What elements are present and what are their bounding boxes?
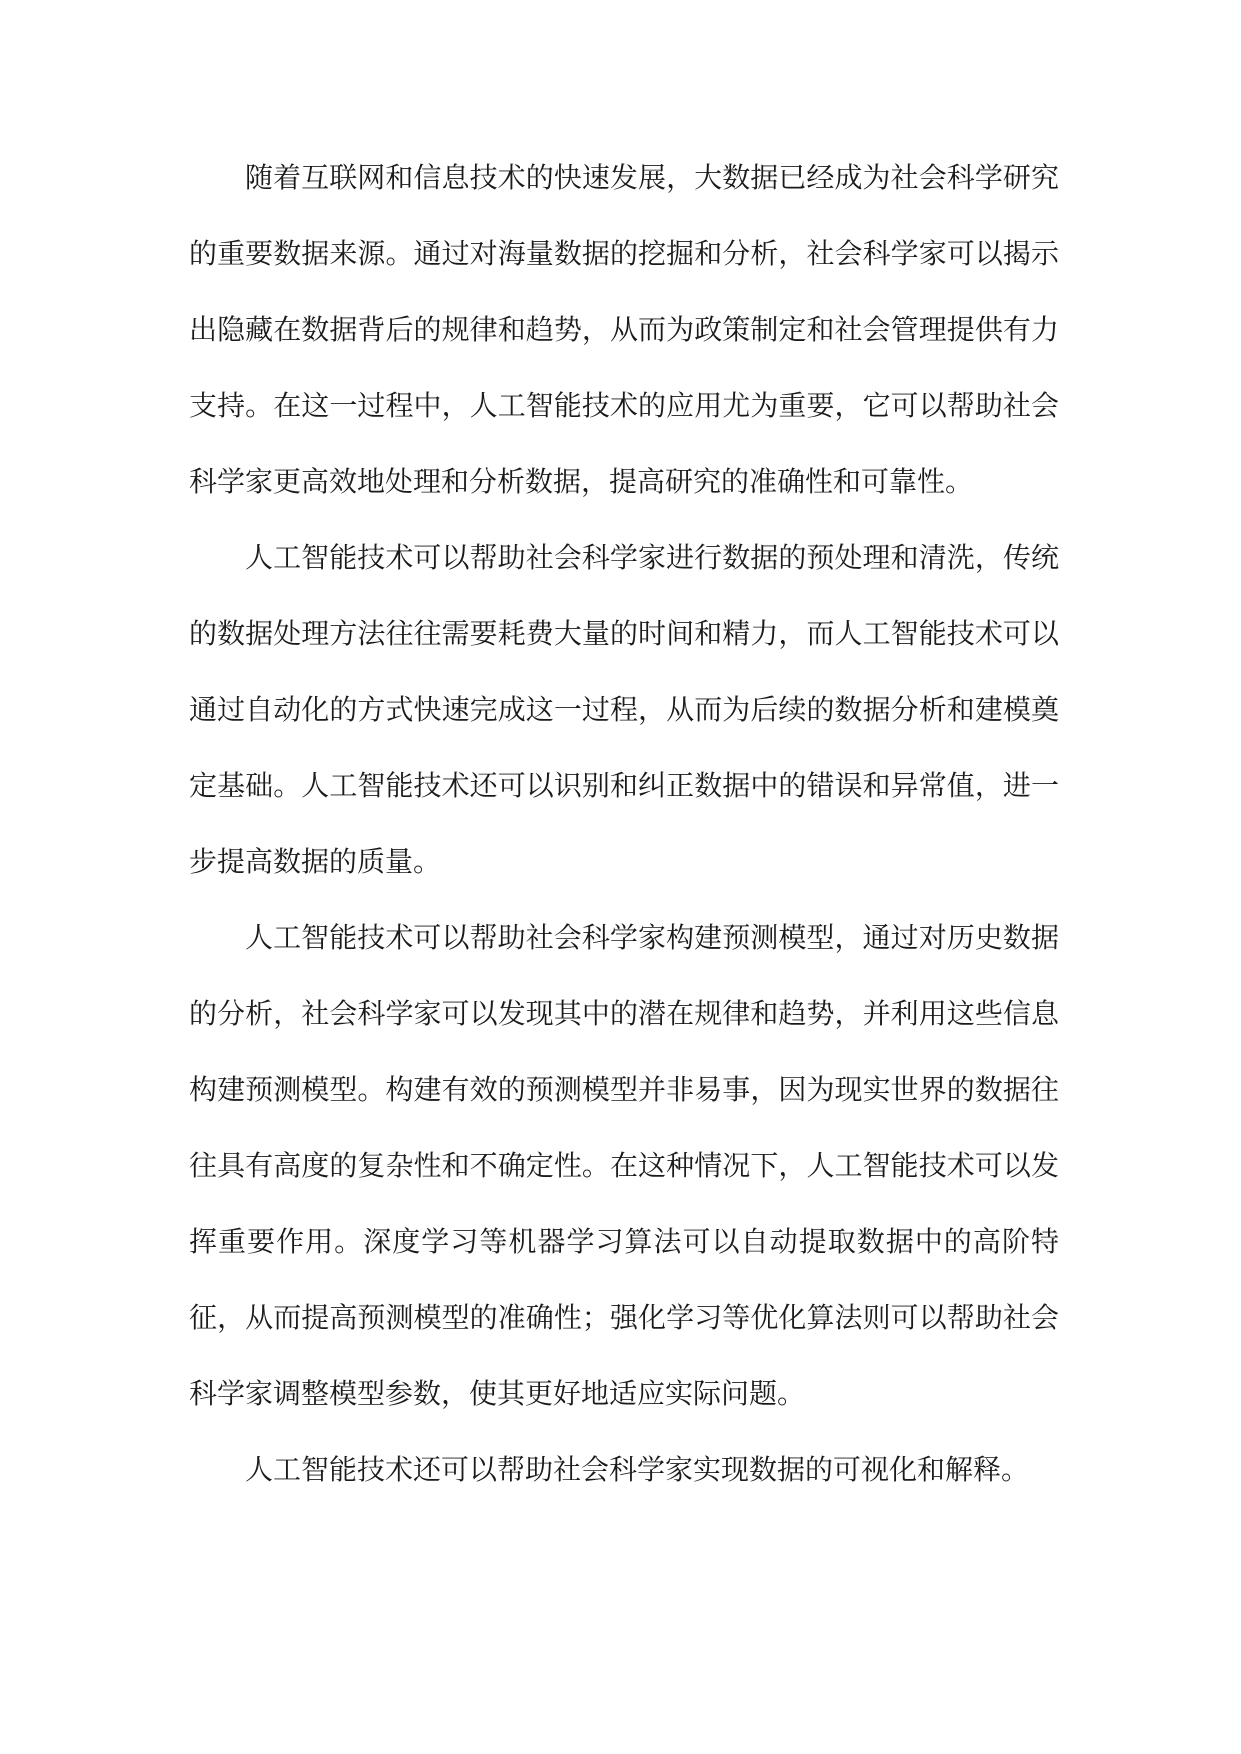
paragraph-4: 人工智能技术还可以帮助社会科学家实现数据的可视化和解释。	[245, 1453, 1030, 1486]
paragraph-2: 人工智能技术可以帮助社会科学家进行数据的预处理和清洗，传统的数据处理方法往往需要耗费大量的时间和精力，而人工智能技术可以通过自动化的方式快速完成这一过程，从而为后续的数据分析和建模奠定基础。人工智能技术还可以识别和纠正数据中的错误和异常值，进一步提高数据的质量。	[189, 541, 1059, 878]
paragraph-1: 随着互联网和信息技术的快速发展，大数据已经成为社会科学研究的重要数据来源。通过对海量数据的挖掘和分析，社会科学家可以揭示出隐藏在数据背后的规律和趋势，从而为政策制定和社会管理提供有力支持。在这一过程中，人工智能技术的应用尤为重要，它可以帮助社会科学家更高效地处理和分析数据，提高研究的准确性和可靠性。	[189, 161, 1059, 498]
paragraph-3: 人工智能技术可以帮助社会科学家构建预测模型，通过对历史数据的分析，社会科学家可以发现其中的潜在规律和趋势，并利用这些信息构建预测模型。构建有效的预测模型并非易事，因为现实世界的数据往往具有高度的复杂性和不确定性。在这种情况下，人工智能技术可以发挥重要作用。深度学习等机器学习算法可以自动提取数据中的高阶特征，从而提高预测模型的准确性；强化学习等优化算法则可以帮助社会科学家调整模型参数，使其更好地适应实际问题。	[189, 921, 1059, 1410]
body-text	[189, 140, 1059, 1508]
